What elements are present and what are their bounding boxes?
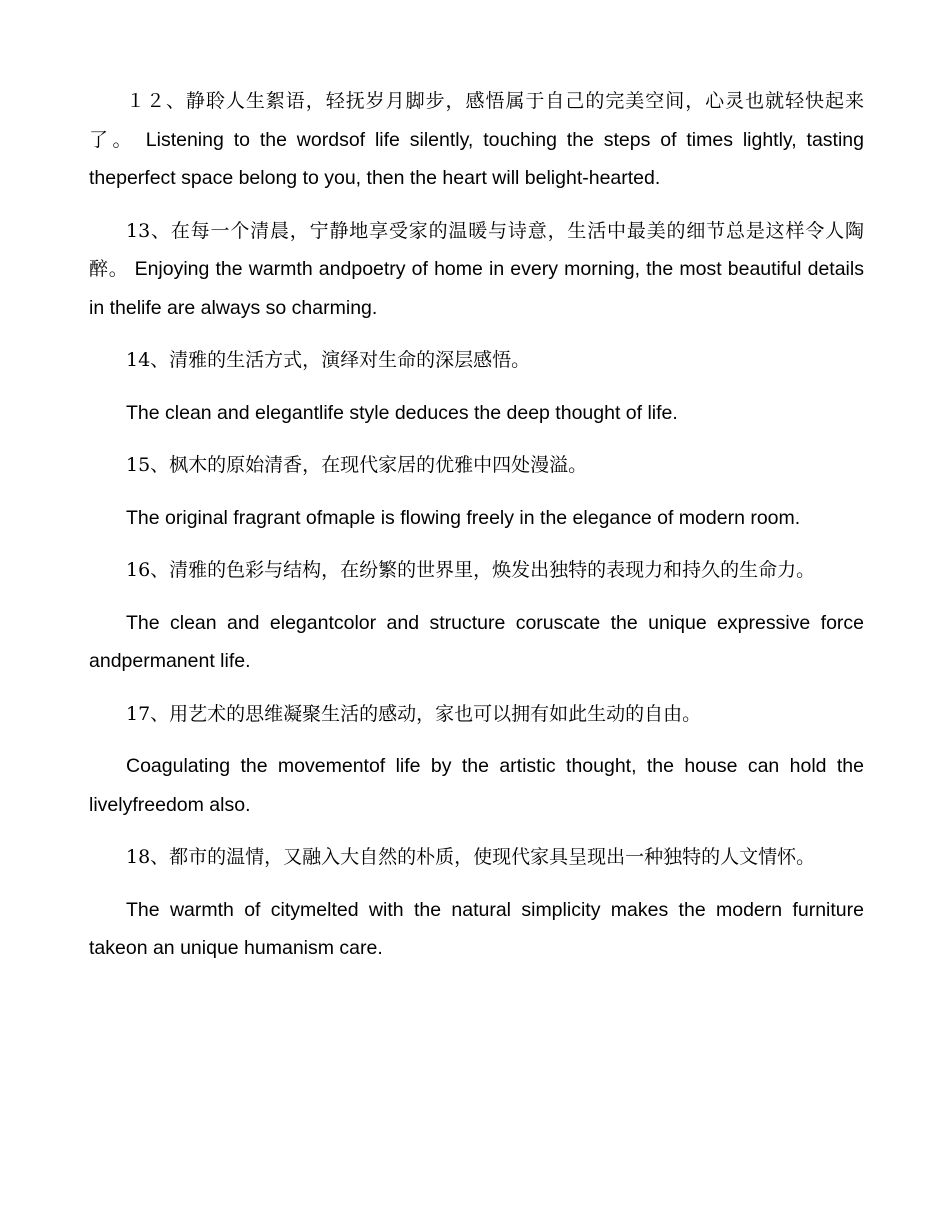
entry-14-english: The clean and elegantlife style deduces the deep thought of life. xyxy=(126,401,678,424)
spacer xyxy=(89,380,864,394)
document-page xyxy=(89,82,864,968)
entry-18-english: The warmth of citymelted with the natural simplicity makes the modern furniture takeon an unique humanism care. xyxy=(89,898,864,959)
entry-16-english: The clean and elegantcolor and structure coruscate the unique expressive force andpermanent life. xyxy=(89,611,864,672)
entry-15-english: The original fragrant ofmaple is flowing freely in the elegance of modern room. xyxy=(126,506,801,529)
entry-12-paragraph xyxy=(89,82,864,198)
entry-13-paragraph xyxy=(89,212,864,328)
spacer xyxy=(89,198,864,212)
entry-18-chinese: 18、都市的温情，又融入大自然的朴质，使现代家具呈现出一种独特的人文情怀。 xyxy=(126,846,816,868)
spacer xyxy=(89,733,864,747)
entry-12-english: Listening to the wordsof life silently, touching the steps of times lightly, tasting theperfect space belong to you, then the heart will belight-hearted. xyxy=(89,128,864,189)
spacer xyxy=(89,485,864,499)
entry-15-chinese: 15、枫木的原始清香，在现代家居的优雅中四处漫溢。 xyxy=(126,454,588,476)
entry-13-english: Enjoying the warmth andpoetry of home in every morning, the most beautiful details in thelife are always so charming. xyxy=(89,258,864,319)
spacer xyxy=(89,877,864,891)
spacer xyxy=(89,681,864,695)
entry-12-chinese: １２、静聆人生絮语，轻抚岁月脚步，感悟属于自己的完美空间，心灵也就轻快起来了。 xyxy=(89,90,864,151)
spacer xyxy=(89,537,864,551)
spacer xyxy=(89,327,864,341)
entry-16-chinese: 16、清雅的色彩与结构，在纷繁的世界里，焕发出独特的表现力和持久的生命力。 xyxy=(126,559,816,581)
entry-17-english: Coagulating the movementof life by the artistic thought, the house can hold the livelyfreedom also. xyxy=(89,755,864,816)
entry-13-chinese: 13、在每一个清晨，宁静地享受家的温暖与诗意，生活中最美的细节总是这样令人陶醉。 xyxy=(89,219,864,280)
entry-17-chinese: 17、用艺术的思维凝聚生活的感动，家也可以拥有如此生动的自由。 xyxy=(126,702,702,725)
entry-14-chinese: 14、清雅的生活方式，演绎对生命的深层感悟。 xyxy=(126,349,531,371)
spacer xyxy=(89,590,864,604)
spacer xyxy=(89,824,864,838)
spacer xyxy=(89,432,864,446)
